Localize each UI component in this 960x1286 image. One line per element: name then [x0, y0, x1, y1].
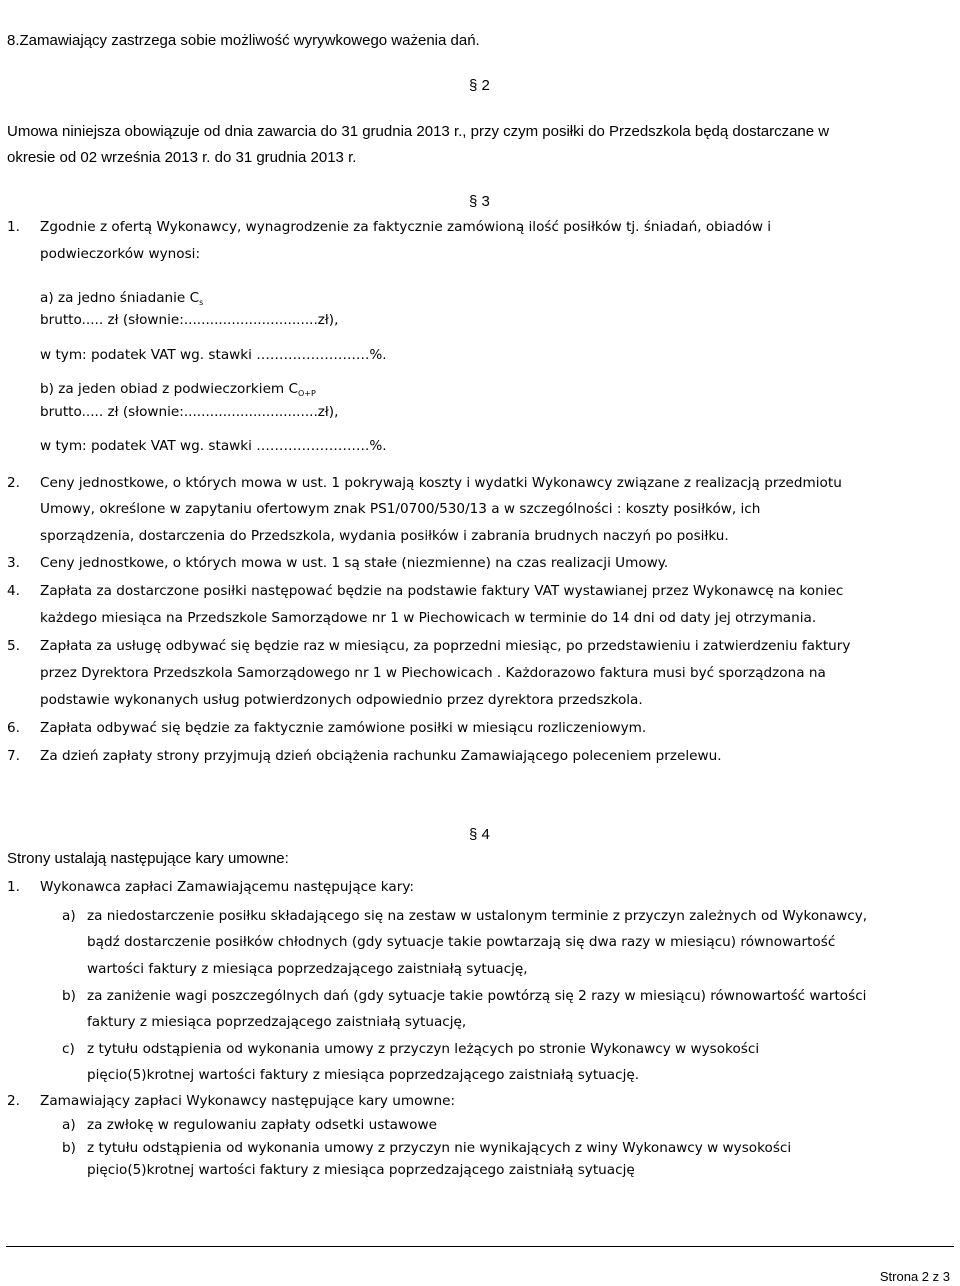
- p5-line-2: przez Dyrektora Przedszkola Samorządowego nr 1 w Piechowicach . Każdorazowo faktura musi być sporządzona na: [40, 665, 826, 681]
- k1-a-line-2: bądź dostarczenie posiłków chłodnych (gdy sytuacje takie powtarzają się dwa razy w miesiącu) równowartość: [87, 934, 836, 950]
- section-2-heading: § 2: [469, 77, 490, 94]
- k1-number: 1.: [7, 879, 20, 895]
- k1-a-label: a): [62, 908, 76, 924]
- footer-divider: [6, 1246, 954, 1247]
- item-a-label: [40, 289, 203, 309]
- k2-a-line-1: za zwłokę w regulowaniu zapłaty odsetki ustawowe: [87, 1117, 437, 1133]
- p6-line-1: Zapłata odbywać się będzie za faktycznie zamówione posiłki w miesiącu rozliczeniowym.: [40, 720, 647, 736]
- k1-c-label: c): [62, 1041, 75, 1057]
- p2-number: 2.: [7, 475, 20, 491]
- k1-line-1: Wykonawca zapłaci Zamawiającemu następujące kary:: [40, 879, 414, 895]
- k2-number: 2.: [7, 1093, 20, 1109]
- section-3-heading: § 3: [469, 193, 490, 210]
- p4-line-1: Zapłata za dostarczone posiłki następować będzie na podstawie faktury VAT wystawianej przez Wykonawcę na koniec: [40, 583, 844, 599]
- item-a-vat: w tym: podatek VAT wg. stawki …………………….%.: [40, 347, 387, 363]
- item-b-brutto: brutto..... zł (słownie:...............................zł),: [40, 404, 339, 420]
- p5-line-1: Zapłata za usługę odbywać się będzie raz w miesiącu, za poprzedni miesiąc, po przedstawieniu i zatwierdzeniu faktury: [40, 638, 851, 654]
- item-b-label: [40, 380, 316, 400]
- k1-b-label: b): [62, 988, 76, 1004]
- k2-b-label: b): [62, 1140, 76, 1156]
- clause-8: 8.Zamawiający zastrzega sobie możliwość wyrywkowego ważenia dań.: [7, 32, 480, 49]
- p2-line-3: sporządzenia, dostarczenia do Przedszkola, wydania posiłków i zabrania brudnych naczyń po posiłku.: [40, 528, 729, 544]
- item-a-brutto: brutto..... zł (słownie:...............................zł),: [40, 312, 339, 328]
- section-4-heading: § 4: [469, 826, 490, 843]
- k2-b-line-2: pięcio(5)krotnej wartości faktury z miesiąca poprzedzającego zaistniałą sytuację: [87, 1162, 635, 1178]
- p2-line-1: Ceny jednostkowe, o których mowa w ust. 1 pokrywają koszty i wydatki Wykonawcy związane z realizacją przedmiotu: [40, 475, 842, 491]
- item-b-vat: w tym: podatek VAT wg. stawki …………………….%.: [40, 438, 387, 454]
- term-line-2: okresie od 02 września 2013 r. do 31 grudnia 2013 r.: [7, 149, 357, 166]
- p5-line-3: podstawie wykonanych usług potwierdzonych odpowiednio przez dyrektora przedszkola.: [40, 692, 643, 708]
- p1-line-2: podwieczorków wynosi:: [40, 246, 201, 262]
- p4-number: 4.: [7, 583, 20, 599]
- p5-number: 5.: [7, 638, 20, 654]
- p6-number: 6.: [7, 720, 20, 736]
- page-number: Strona 2 z 3: [879, 1269, 950, 1284]
- k2-a-label: a): [62, 1117, 76, 1133]
- p3-line-1: Ceny jednostkowe, o których mowa w ust. 1 są stałe (niezmienne) na czas realizacji Umowy.: [40, 555, 669, 571]
- p3-number: 3.: [7, 555, 20, 571]
- k1-c-line-1: z tytułu odstąpienia od wykonania umowy z przyczyn leżących po stronie Wykonawcy w wysokości: [87, 1041, 760, 1057]
- kary-intro: Strony ustalają następujące kary umowne:: [7, 850, 289, 867]
- p2-line-2: Umowy, określone w zapytaniu ofertowym znak PS1/0700/530/13 a w szczególności : koszty posiłków, ich: [40, 501, 761, 517]
- k1-b-line-2: faktury z miesiąca poprzedzającego zaistniałą sytuację,: [87, 1014, 467, 1030]
- k1-a-line-1: za niedostarczenie posiłku składającego się na zestaw w ustalonym terminie z przyczyn zależnych od Wykonawcy,: [87, 908, 868, 924]
- p4-line-2: każdego miesiąca na Przedszkole Samorządowe nr 1 w Piechowicach w terminie do 14 dni od daty jej otrzymania.: [40, 610, 817, 626]
- p7-line-1: Za dzień zapłaty strony przyjmują dzień obciążenia rachunku Zamawiającego poleceniem przelewu.: [40, 748, 722, 764]
- item-a-subscript: s: [199, 298, 204, 307]
- item-b-subscript: O+P: [297, 389, 316, 398]
- item-a-label-text: a) za jedno śniadanie C: [40, 290, 200, 306]
- p1-number: 1.: [7, 219, 20, 235]
- term-line-1: Umowa niniejsza obowiązuje od dnia zawarcia do 31 grudnia 2013 r., przy czym posiłki do Przedszkola będą dostarczane w: [7, 123, 830, 140]
- item-b-label-text: b) za jeden obiad z podwieczorkiem C: [40, 381, 298, 397]
- p1-line-1: Zgodnie z ofertą Wykonawcy, wynagrodzenie za faktycznie zamówioną ilość posiłków tj. śniadań, obiadów i: [40, 219, 772, 235]
- k2-b-line-1: z tytułu odstąpienia od wykonania umowy z przyczyn nie wynikających z winy Wykonawcy w wysokości: [87, 1140, 792, 1156]
- k1-b-line-1: za zaniżenie wagi poszczególnych dań (gdy sytuacje takie powtórzą się 2 razy w miesiącu) równowartość wartości: [87, 988, 867, 1004]
- p7-number: 7.: [7, 748, 20, 764]
- k2-line-1: Zamawiający zapłaci Wykonawcy następujące kary umowne:: [40, 1093, 456, 1109]
- k1-c-line-2: pięcio(5)krotnej wartości faktury z miesiąca poprzedzającego zaistniałą sytuację.: [87, 1067, 640, 1083]
- k1-a-line-3: wartości faktury z miesiąca poprzedzającego zaistniałą sytuację,: [87, 961, 528, 977]
